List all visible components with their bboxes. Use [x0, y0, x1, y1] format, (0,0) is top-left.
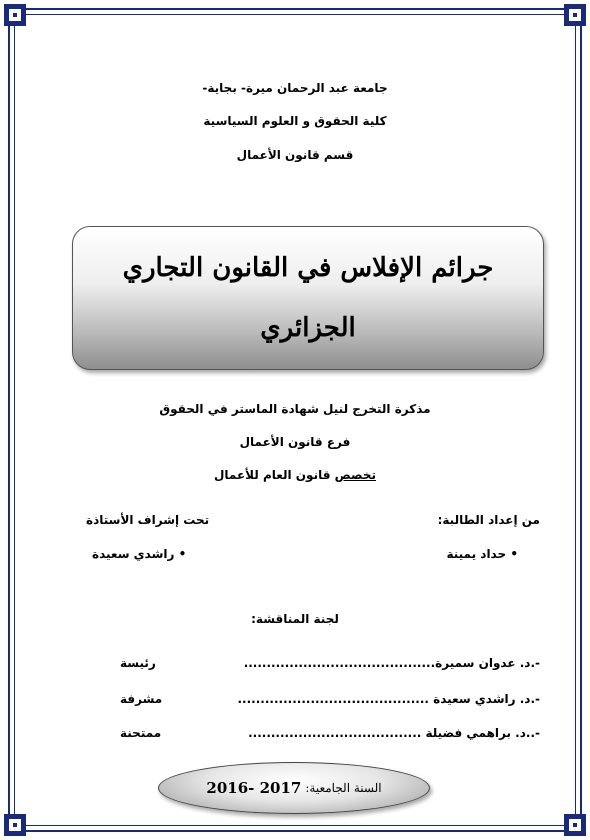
academic-year-box — [158, 762, 430, 814]
memo-branch: فرع قانون الأعمال — [239, 435, 351, 449]
department-name: قسم قانون الأعمال — [236, 148, 354, 162]
thesis-title-line1: جرائم الإفلاس في القانون التجاري — [122, 253, 494, 283]
jury-member-name: -..د. براهمي فضيلة ...................................... — [248, 726, 540, 740]
prepared-by-label: من إعداد الطالبة: — [437, 513, 540, 527]
specialty-name: قانون العام للأعمال — [213, 468, 331, 482]
jury-row — [120, 692, 540, 706]
academic-year-label: السنة الجامعية: — [305, 781, 382, 795]
jury-member-role: ممتحنة — [120, 726, 162, 740]
memo-description: مذكرة التخرج لنيل شهادة الماستر في الحقوق — [159, 402, 431, 416]
thesis-title-box — [72, 226, 544, 370]
corner-ornament-top-left — [4, 4, 26, 26]
supervision-label: تحت إشراف الأستاذة — [86, 513, 210, 527]
university-name: جامعة عبد الرحمان ميرة- بجاية- — [202, 81, 388, 95]
jury-row — [120, 656, 540, 670]
jury-title: لجنة المناقشة: — [251, 612, 339, 626]
academic-year-value: 2016- 2017 — [206, 779, 302, 797]
corner-ornament-bottom-left — [4, 814, 26, 836]
jury-row — [120, 726, 540, 740]
jury-member-name: -.د. عدوان سميرة.......................................... — [243, 656, 540, 670]
student-name: • حداد يمينة — [446, 547, 518, 561]
corner-ornament-bottom-right — [564, 814, 586, 836]
memo-specialty — [0, 468, 590, 482]
jury-member-role: رئيسة — [120, 656, 156, 670]
faculty-name: كلية الحقوق و العلوم السياسية — [203, 114, 387, 128]
jury-member-name: -.د. راشدي سعيدة .......................................... — [237, 692, 540, 706]
supervisor-name: • راشدي سعيدة — [92, 547, 186, 561]
specialty-prefix: تخصص — [334, 468, 376, 482]
corner-ornament-top-right — [564, 4, 586, 26]
thesis-title-line2: الجزائري — [260, 313, 356, 343]
jury-member-role: مشرفة — [120, 692, 163, 706]
